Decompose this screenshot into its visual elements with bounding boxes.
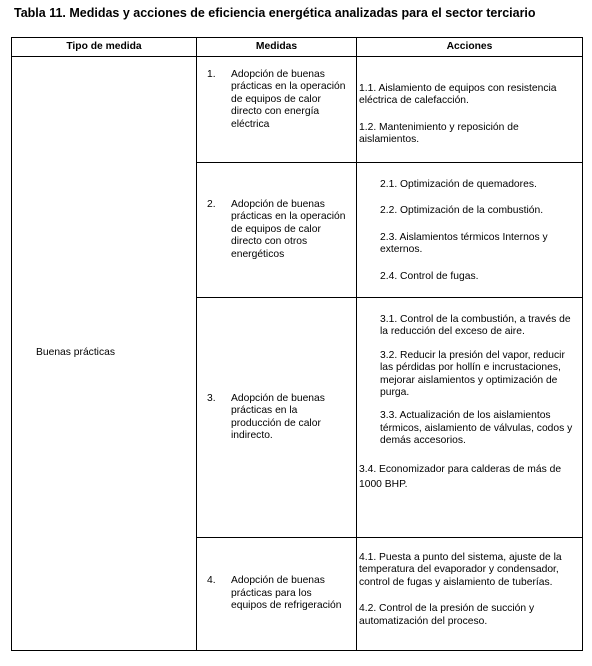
accion-item: 2.2. Optimización de la combustión.	[380, 205, 544, 217]
accion-item: 3.1. Control de la combustión, a través de la reducción del exceso de aire.	[380, 314, 571, 338]
accion-item: 3.3. Actualización de los aislamientos térmicos, aislamiento de válvulas, codos y demás accesorios.	[380, 410, 573, 447]
tipo-cell: Buenas prácticas	[12, 57, 197, 651]
table-row	[12, 57, 583, 163]
accion-item: 2.1. Optimización de quemadores.	[380, 179, 537, 190]
acciones-cell	[357, 298, 583, 538]
medida-cell	[197, 57, 357, 163]
table-header-row	[12, 38, 583, 57]
medida-text: Adopción de buenas prácticas para los equipos de refrigeración	[231, 575, 342, 612]
accion-item: 1.1. Aislamiento de equipos con resistencia eléctrica de calefacción.	[359, 83, 557, 107]
medida-text: Adopción de buenas prácticas en la operación de equipos de calor directo con otros energéticos	[231, 199, 346, 260]
table-caption: Tabla 11. Medidas y acciones de eficiencia energética analizadas para el sector terciario	[14, 6, 536, 20]
medida-cell	[197, 298, 357, 538]
acciones-cell	[357, 163, 583, 298]
accion-item: 3.2. Reducir la presión del vapor, reducir las pérdidas por hollín e incrustaciones, mejorar aislamientos y optimización de purga.	[380, 349, 565, 399]
header-medidas: Medidas	[197, 38, 357, 57]
medida-number: 4.	[207, 575, 216, 587]
medida-text: Adopción de buenas prácticas en la operación de equipos de calor directo con energía eléctrica	[231, 69, 346, 130]
header-acciones: Acciones	[357, 38, 583, 57]
accion-item: 2.4. Control de fugas.	[380, 270, 479, 282]
medida-number: 2.	[207, 199, 216, 210]
medida-cell	[197, 163, 357, 298]
medida-cell	[197, 538, 357, 651]
acciones-cell	[357, 57, 583, 163]
medida-text: Adopción de buenas prácticas en la producción de calor indirecto.	[231, 392, 325, 441]
accion-item: 3.4. Economizador para calderas de más de 1000 BHP.	[359, 463, 562, 490]
accion-item: 4.1. Puesta a punto del sistema, ajuste de la temperatura del evaporador y condensador, control de fugas y aislamiento de tuberías.	[359, 552, 562, 588]
accion-item: 2.3. Aislamientos térmicos Internos y externos.	[380, 231, 548, 256]
accion-item: 1.2. Mantenimiento y reposición de aislamientos.	[359, 121, 519, 146]
medida-number: 1.	[207, 69, 216, 80]
accion-item: 4.2. Control de la presión de succión y automatización del proceso.	[359, 603, 535, 627]
header-tipo: Tipo de medida	[12, 38, 197, 57]
measures-table	[11, 37, 583, 651]
acciones-cell	[357, 538, 583, 651]
medida-number: 3.	[207, 392, 216, 404]
